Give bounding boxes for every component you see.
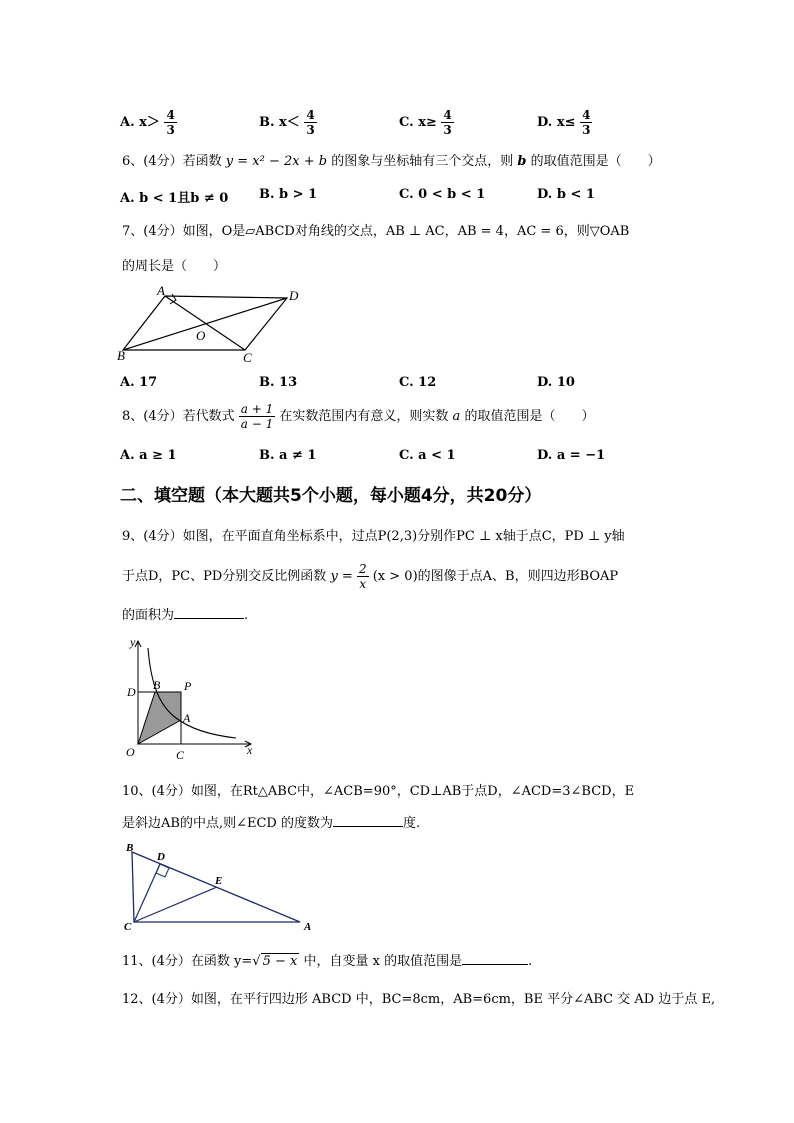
q8-stem: 8、(4分）若代数式 $\frac{a + 1}{a - 1}$ 在实数范围内有意义，则实数 a 的取值范围是（ ）	[122, 402, 595, 431]
q9-coordinate-figure	[118, 636, 263, 764]
q6-option-b: B. b > 1	[259, 187, 318, 202]
label-b: B	[153, 678, 161, 692]
q7-stem-line1: 7、(4分）如图，O是▱ABCD对角线的交点，AB ⊥ AC，AB = 4，AC = 6，则▽OAB	[122, 224, 630, 239]
fraction: $\frac{a + 1}{a - 1}$	[240, 402, 274, 431]
q10-triangle-figure	[120, 840, 320, 932]
q9-stem-line2: 于点D，PC、PD分别交反比例函数 y = $\frac{2}{x}$ (x > 0)的图像于点A、B，则四边形BOAP	[122, 562, 619, 591]
q5-option-b: B. x＜ $\frac{4}{3}$	[259, 108, 315, 137]
segment-ce	[134, 887, 217, 922]
section-heading-fill-blank: 二、填空题（本大题共5个小题，每小题4分，共20分）	[120, 486, 542, 506]
fraction: $\frac{4}{3}$	[166, 108, 175, 137]
q8-option-a: A. a ≥ 1	[120, 448, 177, 463]
answer-blank[interactable]	[333, 826, 403, 827]
label-c: C	[176, 748, 185, 762]
q6-option-c: C. 0 < b < 1	[399, 187, 486, 202]
q12-stem-line1: 12、(4分）如图，在平行四边形 ABCD 中，BC=8cm，AB=6cm，BE 平分∠ABC 交 AD 边于点 E,	[122, 992, 716, 1007]
label-c: C	[243, 350, 252, 364]
q9-stem-line3: 的面积为 .	[122, 608, 249, 623]
q6-option-d: D. b < 1	[537, 187, 595, 202]
label-y: y	[130, 636, 136, 649]
q8-option-d: D. a = −1	[537, 448, 606, 463]
label-b: B	[117, 348, 125, 363]
q10-stem-line1: 10、(4分）如图，在Rt△ABC中，∠ACB=90°，CD⊥AB于点D，∠ACD=3∠BCD，E	[122, 784, 635, 799]
fraction: $\frac{4}{3}$	[443, 108, 452, 137]
label-o: O	[126, 745, 135, 759]
fraction: $\frac{2}{x}$	[358, 562, 367, 591]
label-d: D	[157, 851, 165, 863]
fraction: $\frac{4}{3}$	[306, 108, 315, 137]
q7-parallelogram-figure	[115, 282, 305, 364]
label-c: C	[124, 921, 132, 932]
q7-option-b: B. 13	[259, 375, 298, 390]
label-a: A	[157, 283, 165, 298]
label-x: x	[247, 743, 253, 757]
label-a: A	[183, 711, 191, 725]
q11-stem: 11、(4分）在函数 y=√ 5 − x 中，自变量 x 的取值范围是 .	[122, 954, 533, 969]
label-b: B	[126, 842, 134, 854]
answer-blank[interactable]	[174, 618, 244, 619]
label-d: D	[127, 685, 136, 699]
fraction: $\frac{4}{3}$	[582, 108, 591, 137]
q9-stem-line1: 9、(4分）如图，在平面直角坐标系中，过点P(2,3)分别作PC ⊥ x轴于点C，PD ⊥ y轴	[122, 529, 625, 544]
q8-option-b: B. a ≠ 1	[259, 448, 317, 463]
label-a: A	[304, 921, 312, 932]
q7-option-d: D. 10	[537, 375, 575, 390]
q5-option-c: C. x≥ $\frac{4}{3}$	[399, 108, 452, 137]
label-d: D	[289, 288, 299, 303]
sqrt-icon: √	[252, 954, 261, 969]
q7-option-a: A. 17	[120, 375, 158, 390]
answer-blank[interactable]	[462, 964, 528, 965]
q5-option-a: A. x＞ $\frac{4}{3}$	[120, 108, 175, 137]
q6-stem: 6、(4分）若函数 y = x² − 2x + b 的图象与坐标轴有三个交点，则 b 的取值范围是（ ）	[122, 154, 661, 169]
label-o: O	[196, 328, 206, 343]
shaded-quadrilateral-boap	[138, 692, 181, 744]
q6-option-a: A. b < 1且b ≠ 0	[120, 191, 229, 206]
label-p: P	[184, 679, 192, 693]
q10-stem-line2: 是斜边AB的中点,则∠ECD 的度数为 度.	[122, 816, 421, 831]
q5-option-d: D. x≤ $\frac{4}{3}$	[537, 108, 591, 137]
q7-option-c: C. 12	[399, 375, 437, 390]
q8-option-c: C. a < 1	[399, 448, 456, 463]
label-e: E	[215, 875, 223, 887]
q7-stem-line2: 的周长是（ ）	[122, 259, 227, 274]
